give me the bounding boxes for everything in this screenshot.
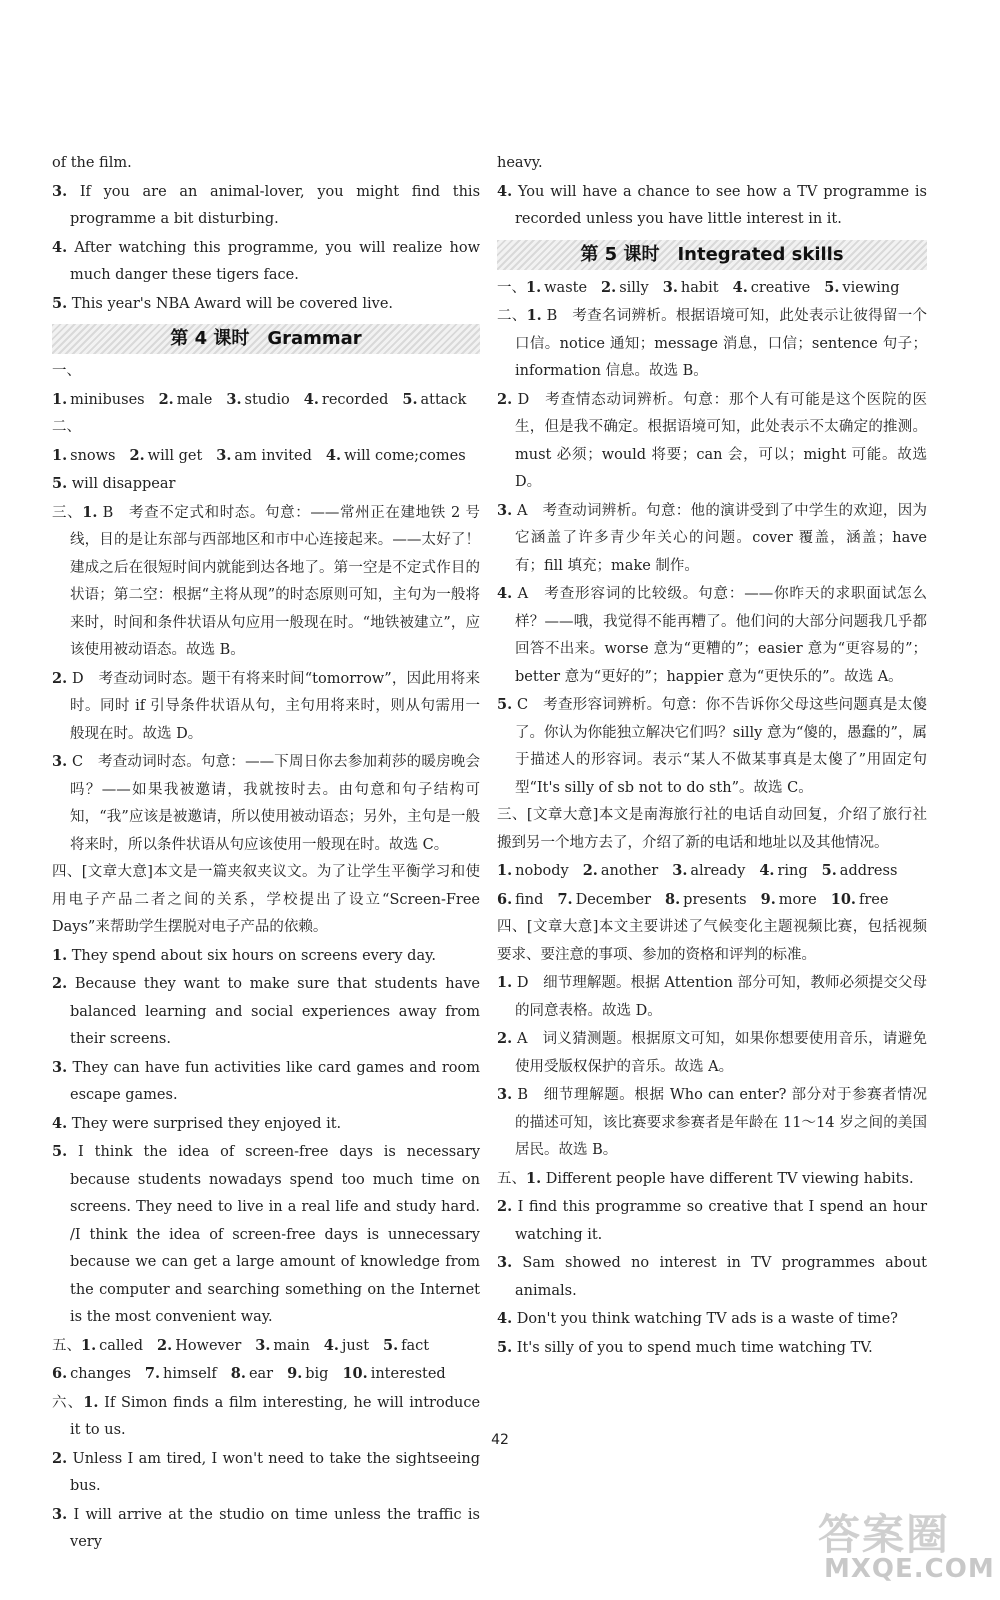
item-text: changes <box>70 1366 131 1382</box>
item-number: 5. <box>52 475 68 492</box>
section-prefix: 一、 <box>497 279 526 296</box>
item-number: 4. <box>497 1310 513 1327</box>
item-text: main <box>273 1337 310 1354</box>
item-number: 1. <box>497 862 513 879</box>
item-text: studio <box>244 391 290 408</box>
item-number: 4. <box>52 238 68 256</box>
item-number: 2. <box>158 390 174 408</box>
item-text: A 词义猜测题。根据原文可知，如果你想要使用音乐，请避免使用受版权保护的音乐。故选 A。 <box>515 1031 927 1075</box>
answer-item <box>761 892 817 908</box>
item-number: 4. <box>732 278 748 296</box>
answer-item <box>665 892 747 908</box>
text-paragraph: 三、[文章大意]本文是南海旅行社的电话自动回复，介绍了旅行社搬到另一个地方去了，介绍了新的电话和地址以及其他情况。 <box>497 807 927 851</box>
item-text: D 考查动词时态。题干有将来时间“tomorrow”，因此用将来时。同时 if 引导条件状语从句，主句用将来时，则从句需用一般现在时。故选 D。 <box>70 670 480 742</box>
item-number: 3. <box>672 862 688 879</box>
item-text: Different people have different TV viewing habits. <box>545 1170 914 1187</box>
answer-item <box>497 1305 927 1334</box>
answer-item <box>497 1025 927 1081</box>
item-number: 5. <box>497 696 513 713</box>
item-text: minibuses <box>70 391 145 408</box>
item-text: Sam showed no interest in TV programmes about animals. <box>515 1255 927 1299</box>
item-text: Because they want to make sure that students have balanced learning and social experiences away from their screens. <box>70 976 481 1047</box>
item-text: waste <box>544 279 588 296</box>
item-number: 3. <box>52 753 68 770</box>
answer-item <box>383 1338 429 1354</box>
item-number: 9. <box>760 890 776 908</box>
item-text: C 考查动词时态。句意：——下周日你去参加莉莎的暖房晚会吗？——如果我被邀请，我就按时去。由句意和句子结构可知，“我”应该是被邀请，所以使用被动语态；另外，主句是一般将来时，所以条件状语从句应该使用一般现在时。故选 C。 <box>70 754 481 853</box>
item-number: 3. <box>497 1086 513 1103</box>
answer-item <box>159 392 213 408</box>
item-number: 4. <box>497 182 513 200</box>
answer-item <box>759 863 807 879</box>
item-text: ring <box>777 863 808 879</box>
item-number: 9. <box>287 1365 303 1382</box>
item-text: already <box>690 863 746 879</box>
section-prefix: 五、 <box>497 1170 526 1187</box>
item-number: 2. <box>52 669 68 687</box>
answer-item <box>52 470 480 499</box>
item-number: 3. <box>497 501 513 519</box>
right-column <box>497 150 927 1362</box>
item-text: address <box>839 863 898 879</box>
item-text: December <box>575 891 652 908</box>
item-number: 2. <box>497 390 513 408</box>
answer-item <box>287 1366 328 1382</box>
item-number: 3. <box>497 1254 513 1271</box>
answer-item <box>497 1249 927 1305</box>
item-number: 1. <box>52 946 68 964</box>
answer-item <box>497 1081 927 1165</box>
item-number: 3. <box>255 1336 271 1354</box>
answer-item <box>52 970 480 1054</box>
item-number: 1. <box>82 503 98 521</box>
item-text: A 考查形容词的比较级。句意：——你昨天的求职面试怎么样？——哦，我觉得不能再糟了。他们问的大部分问题我几乎都回答不出来。worse 意为“更糟的”；easier 意为“更容易的”；better 意为“更好的”；happier 意为“更快乐的”。故选 A。 <box>515 586 927 685</box>
item-number: 7. <box>144 1365 161 1382</box>
item-text: They can have fun activities like card games and room escape games. <box>70 1059 480 1103</box>
item-text: nobody <box>515 863 569 879</box>
item-text: himself <box>163 1366 217 1382</box>
answer-row <box>497 274 927 303</box>
item-text: ear <box>248 1366 274 1382</box>
item-text: C 考查形容词辨析。句意：你不告诉你父母这些问题真是太傻了。你认为你能独立解决它们吗？silly 意为“傻的，愚蠢的”，属于描述人的形容词。表示“某人不做某事真是太傻了”用固定句型“It's silly of sb not to do sth”。故选 C。 <box>515 697 928 796</box>
watermark-logo <box>818 1502 995 1592</box>
answer-item <box>216 448 312 464</box>
item-number: 1. <box>526 1169 542 1187</box>
answer-item <box>601 280 649 296</box>
answer-item <box>402 392 466 408</box>
text-paragraph: 四、[文章大意]本文主要讲述了气候变化主题视频比赛，包括视频要求、要注意的事项、参加的资格和评判的标准。 <box>497 919 927 963</box>
answer-item <box>324 1338 369 1354</box>
answer-item <box>497 1334 927 1363</box>
item-text: habit <box>680 279 719 296</box>
item-number: 1. <box>81 1336 97 1354</box>
item-text: B 考查名词辨析。根据语境可知，此处表示让彼得留一个口信。notice 通知；message 消息，口信；sentence 句子；information 信息。故选 B。 <box>515 308 928 379</box>
item-text: just <box>341 1337 370 1354</box>
answer-item <box>304 392 389 408</box>
item-number: 4. <box>323 1336 339 1354</box>
section-heading: 第 5 课时 Integrated skills <box>497 240 927 270</box>
item-text: free <box>858 891 889 908</box>
item-number: 5. <box>821 862 837 879</box>
text-paragraph: 四、[文章大意]本文是一篇夹叙夹议文。为了让学生平衡学习和使用电子产品二者之间的关系，学校提出了设立“Screen-Free Days”来帮助学生摆脱对电子产品的依赖。 <box>52 864 480 935</box>
item-text: D 细节理解题。根据 Attention 部分可知，教师必须提交父母的同意表格。故选 D。 <box>515 975 928 1019</box>
item-text: recorded <box>321 391 389 408</box>
item-number: 2. <box>52 1449 68 1467</box>
item-number: 2. <box>582 862 598 879</box>
item-text: presents <box>683 891 747 908</box>
answer-item <box>526 280 587 296</box>
item-number: 4. <box>325 446 342 464</box>
item-number: 3. <box>52 1505 68 1523</box>
answer-item <box>497 1165 927 1194</box>
item-number: 4. <box>52 1114 68 1132</box>
answer-item <box>52 1501 480 1557</box>
answer-row <box>52 414 480 470</box>
item-number: 1. <box>526 307 542 324</box>
item-number: 4. <box>497 585 513 602</box>
item-text: It's silly of you to spend much time watching TV. <box>516 1339 873 1356</box>
section-prefix: 六、 <box>52 1394 84 1411</box>
item-text: will get <box>147 447 203 464</box>
answer-item <box>52 234 480 290</box>
item-number: 1. <box>497 974 513 991</box>
answer-item <box>52 1054 480 1110</box>
answer-item <box>342 1366 445 1382</box>
item-text: If Simon finds a film interesting, he will introduce it to us. <box>70 1394 481 1438</box>
answer-item <box>663 280 719 296</box>
left-column <box>52 150 480 1557</box>
item-text: After watching this programme, you will realize how much danger these tigers face. <box>70 239 480 283</box>
item-number: 1. <box>526 278 542 296</box>
item-text: D 考查情态动词辨析。句意：那个人有可能是这个医院的医生，但是我不确定。根据语境可知，此处表示不太确定的推测。must 必须；would 将要；can 会，可以；might 可能。故选 D。 <box>515 391 928 490</box>
item-number: 5. <box>824 278 840 296</box>
item-text: They spend about six hours on screens every day. <box>71 947 436 964</box>
answer-row <box>52 358 480 414</box>
section-prefix: 二、 <box>52 419 81 435</box>
answer-item <box>52 665 480 749</box>
item-number: 4. <box>759 862 775 879</box>
item-text: attack <box>420 391 467 408</box>
answer-item <box>52 1110 480 1139</box>
item-text: They were surprised they enjoyed it. <box>71 1115 342 1132</box>
section-prefix: 一、 <box>52 363 81 379</box>
answer-item <box>497 863 569 879</box>
item-text: I find this programme so creative that I spend an hour watching it. <box>515 1199 927 1243</box>
answer-item <box>226 392 289 408</box>
item-number: 1. <box>83 1393 99 1411</box>
answer-item <box>145 1366 217 1382</box>
item-number: 1. <box>52 446 68 464</box>
item-number: 3. <box>226 390 242 408</box>
item-text: silly <box>619 279 649 296</box>
item-number: 4. <box>303 390 319 408</box>
item-text: more <box>778 891 817 908</box>
item-number: 2. <box>157 1336 173 1354</box>
answer-item <box>672 863 745 879</box>
item-number: 2. <box>601 278 617 296</box>
item-number: 3. <box>662 278 678 296</box>
item-text: interested <box>370 1366 446 1382</box>
item-text: called <box>99 1337 144 1354</box>
page-number: 42 <box>491 1432 509 1448</box>
item-text: will disappear <box>71 476 176 492</box>
item-number: 5. <box>52 294 68 312</box>
answer-item <box>822 863 898 879</box>
item-text: B 考查不定式和时态。句意：——常州正在建地铁 2 号线，目的是让东部与西部地区和市中心连接起来。——太好了！建成之后在很短时间内就能到达各地了。第一空是不定式作目的状语；第二空：根据“主将从现”的时态原则可知，主句为一般将来时，时间和条件状语从句应用一般现在时。“地铁被建立”，应该使用被动语态。故选 B。 <box>70 504 480 658</box>
item-number: 6. <box>52 1365 68 1382</box>
answer-item <box>326 448 466 464</box>
answer-item <box>831 892 889 908</box>
answer-row <box>497 886 927 915</box>
answer-item <box>157 1338 241 1354</box>
item-number: 3. <box>52 182 68 200</box>
item-text: will come;comes <box>344 447 466 464</box>
item-text: viewing <box>842 279 900 296</box>
text-paragraph: of the film. <box>52 155 132 171</box>
item-text: I will arrive at the studio on time unless the traffic is very <box>70 1506 481 1550</box>
item-number: 3. <box>52 1058 68 1076</box>
answer-item <box>497 302 927 386</box>
item-text: However <box>175 1337 242 1354</box>
item-number: 2. <box>129 446 145 464</box>
answer-item <box>497 969 927 1025</box>
item-text: You will have a chance to see how a TV programme is recorded unless you have little interest in it. <box>515 183 928 227</box>
answer-item <box>497 386 927 497</box>
item-number: 5. <box>497 1338 513 1356</box>
answer-item <box>497 892 543 908</box>
section-prefix: 二、 <box>497 308 527 324</box>
answer-item <box>52 178 480 234</box>
answer-item <box>81 1338 143 1354</box>
item-text: A 考查动词辨析。句意：他的演讲受到了中学生的欢迎，因为它涵盖了许多青少年关心的问题。cover 覆盖，涵盖；have 有；fill 填充；make 制作。 <box>515 502 927 574</box>
text-paragraph: heavy. <box>497 155 543 171</box>
answer-item <box>231 1366 273 1382</box>
item-text: another <box>600 863 659 879</box>
answer-row <box>52 1360 480 1389</box>
item-text: big <box>305 1366 329 1382</box>
answer-item <box>52 1445 480 1501</box>
answer-item <box>583 863 659 879</box>
watermark-text: 答案圈 <box>818 1510 951 1559</box>
section-heading: 第 4 课时 Grammar <box>52 324 480 354</box>
section-prefix: 三、 <box>52 504 83 521</box>
item-number: 5. <box>383 1336 399 1354</box>
answer-item <box>733 280 811 296</box>
item-text: This year's NBA Award will be covered live. <box>71 295 394 312</box>
answer-item <box>52 942 480 971</box>
answer-row <box>497 857 927 886</box>
item-number: 2. <box>52 975 68 992</box>
item-number: 5. <box>402 390 418 408</box>
item-text: If you are an animal-lover, you might find this programme a bit disturbing. <box>70 183 481 227</box>
answer-item <box>497 691 927 802</box>
answer-item <box>52 392 145 408</box>
item-number: 8. <box>230 1365 246 1382</box>
item-number: 10. <box>342 1365 368 1382</box>
answer-item <box>52 1138 480 1332</box>
answer-item <box>52 290 480 319</box>
answer-item <box>52 748 480 859</box>
item-number: 2. <box>497 1030 513 1047</box>
item-text: fact <box>401 1337 430 1354</box>
item-number: 6. <box>497 890 513 908</box>
answer-item <box>497 580 927 691</box>
section-prefix: 五、 <box>52 1337 81 1354</box>
answer-item <box>497 497 927 581</box>
item-text: I think the idea of screen-free days is necessary because students nowadays spend too much time on screens. They need to live in a real life and study hard. /I think the idea of screen-free days is unnecessary because we can get a large amount of knowledge from the computer and searching something on the Internet is the most convenient way. <box>70 1144 481 1325</box>
item-number: 5. <box>52 1143 68 1160</box>
item-number: 1. <box>52 390 68 408</box>
answer-item <box>255 1338 310 1354</box>
answer-item <box>130 448 203 464</box>
answer-row <box>52 1332 480 1361</box>
item-number: 3. <box>216 446 232 464</box>
item-text: snows <box>70 447 116 464</box>
answer-item <box>497 178 927 234</box>
item-text: Unless I am tired, I won't need to take the sightseeing bus. <box>70 1450 481 1494</box>
watermark-url: MXQE.COM <box>824 1554 995 1584</box>
answer-item <box>52 448 116 464</box>
answer-item <box>557 892 651 908</box>
answer-item <box>52 499 480 665</box>
item-text: am invited <box>234 447 312 464</box>
item-text: Don't you think watching TV ads is a waste of time? <box>516 1311 898 1327</box>
item-text: male <box>176 391 213 408</box>
item-number: 10. <box>830 890 856 908</box>
answer-item <box>52 1366 131 1382</box>
item-number: 7. <box>557 890 573 908</box>
answer-item <box>497 1193 927 1249</box>
answer-item <box>824 280 899 296</box>
item-text: find <box>515 891 544 908</box>
item-text: creative <box>750 279 811 296</box>
item-text: B 细节理解题。根据 Who can enter? 部分对于参赛者情况的描述可知，该比赛要求参赛者是年龄在 11～14 岁之间的美国居民。故选 B。 <box>515 1087 928 1158</box>
item-number: 2. <box>497 1198 513 1215</box>
item-number: 8. <box>665 890 681 908</box>
